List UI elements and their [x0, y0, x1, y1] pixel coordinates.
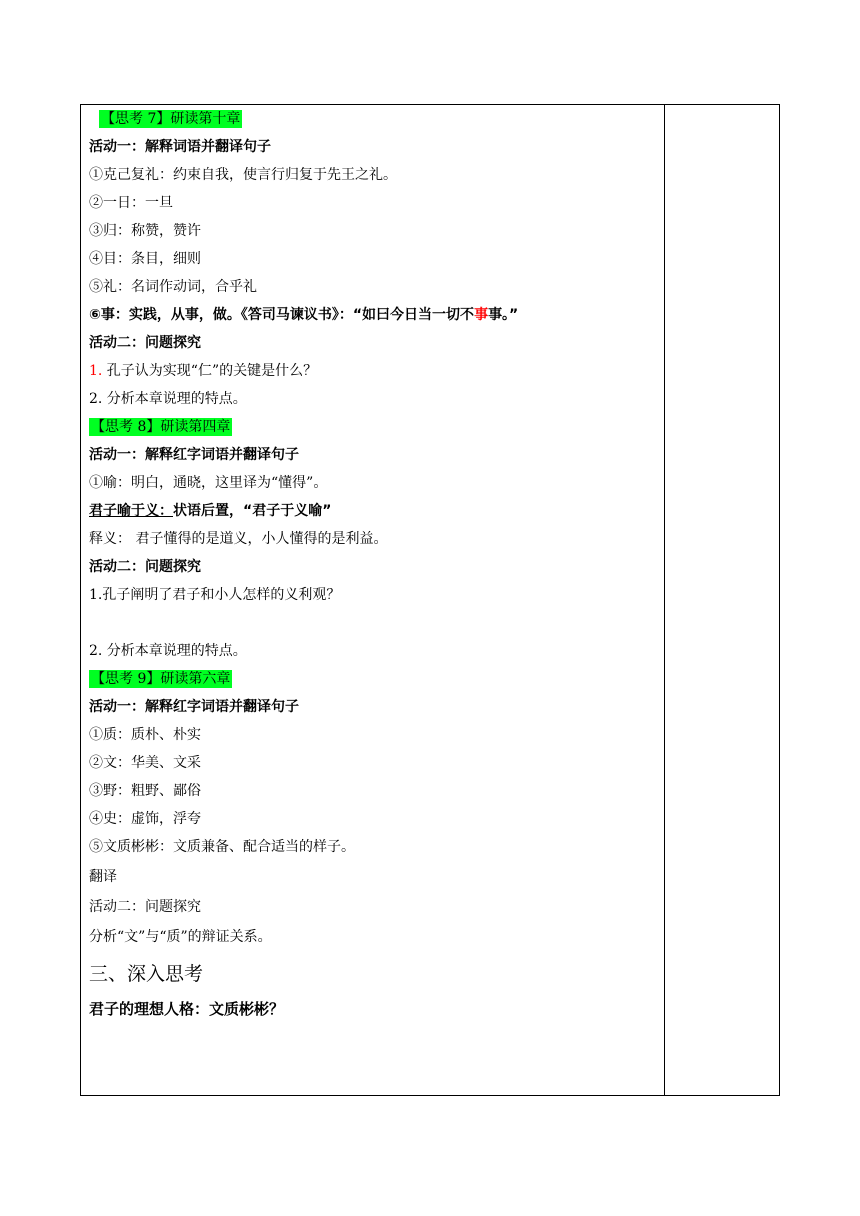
question-2: 2. 分析本章说理的特点。	[89, 391, 247, 407]
activity-2-title: 活动二：问题探究	[89, 559, 201, 575]
deep-thinking-question: 君子的理想人格：文质彬彬？	[89, 1000, 285, 1018]
definition-item: ①质：质朴、朴实	[89, 727, 201, 743]
highlight: 【思考 7】研读第十章	[101, 111, 241, 127]
activity-1-title: 活动一：解释词语并翻译句子	[89, 139, 271, 155]
definition-item: ⑤礼：名词作动词，合乎礼	[89, 279, 257, 295]
activity-2-title: 活动二：问题探究	[89, 899, 201, 915]
analysis-question: 分析“文”与“质”的辩证关系。	[89, 929, 272, 945]
question-1	[89, 361, 317, 381]
highlight: 【思考 9】研读第六章	[91, 671, 231, 687]
question-number: 1.	[89, 363, 103, 379]
question-text: 孔子认为实现“仁”的关键是什么？	[102, 363, 318, 379]
definition-item: ①克己复礼：约束自我，使言行归复于先王之礼。	[89, 167, 397, 183]
lesson-table	[80, 104, 780, 1096]
question-1: 1.孔子阐明了君子和小人怎样的义利观？	[89, 587, 341, 603]
item-text: ⑥事：实践，从事，做。《答司马谏议书》：“如曰今日当一切不	[89, 307, 475, 323]
sentence-analysis	[89, 501, 331, 521]
column-divider	[664, 105, 665, 1095]
question-2: 2. 分析本章说理的特点。	[89, 643, 247, 659]
analysis-text: 状语后置，“君子于义喻”	[173, 503, 332, 519]
definition-item: ④目：条目，细则	[89, 251, 201, 267]
translation-line: 释义： 君子懂得的是道义，小人懂得的是利益。	[89, 531, 388, 547]
highlight: 【思考 8】研读第四章	[91, 419, 231, 435]
definition-item: ②文：华美、文采	[89, 755, 201, 771]
translate-label: 翻译	[89, 869, 117, 885]
underlined-sentence: 君子喻于义：	[89, 503, 173, 519]
section-8-heading	[89, 417, 232, 437]
activity-1-title: 活动一：解释红字词语并翻译句子	[89, 699, 299, 715]
definition-item: ①喻：明白，通晓，这里译为“懂得”。	[89, 475, 328, 491]
definition-item: ④史：虚饰，浮夸	[89, 811, 201, 827]
definition-item-6	[89, 305, 518, 325]
item-text: 事。”	[488, 307, 519, 323]
definition-item: ③归：称赞，赞许	[89, 223, 201, 239]
section-9-heading	[89, 669, 232, 689]
definition-item: ③野：粗野、鄙俗	[89, 783, 201, 799]
activity-2-title: 活动二：问题探究	[89, 335, 201, 351]
red-word: 事	[474, 307, 489, 323]
definition-item: ②一日：一旦	[89, 195, 173, 211]
section-3-heading: 三、深入思考	[89, 963, 204, 985]
definition-item: ⑤文质彬彬：文质兼备、配合适当的样子。	[89, 839, 355, 855]
activity-1-title: 活动一：解释红字词语并翻译句子	[89, 447, 299, 463]
section-7-heading	[99, 109, 242, 129]
